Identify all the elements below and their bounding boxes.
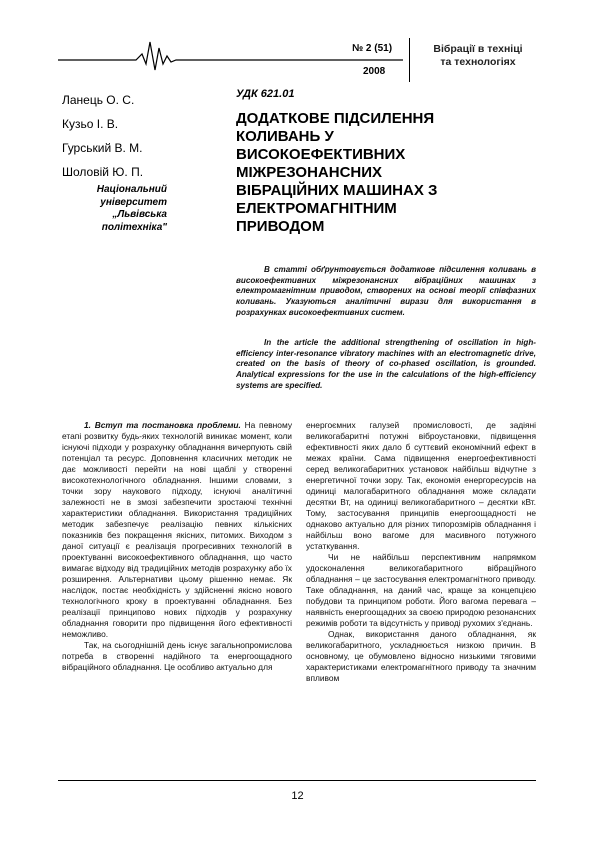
footer-rule	[58, 780, 536, 781]
paragraph: Однак, використання даного обладнання, як великогабаритного, ускладнюється низкою причин. В основному, це обумовлено відносно низькими тяговими характеристиками електромагнітного приводу та значним впливом	[306, 629, 536, 683]
page-number: 12	[291, 790, 304, 802]
title-line: КОЛИВАНЬ У	[236, 128, 334, 145]
body-column-left	[62, 420, 292, 673]
title-line: ДОДАТКОВЕ ПІДСИЛЕННЯ	[236, 110, 435, 127]
title-line: ВІБРАЦІЙНИХ МАШИНАХ З	[236, 182, 438, 199]
issue-year: 2008	[363, 66, 386, 77]
abstract-english: In the article the additional strengthening of oscillation in high-efficiency inter-resonance vibratory machines with an electromagnetic drive, created on the basis of theory of co-phased oscillation, is grounded. Analytical expressions for the use in the calculations of the high-efficiency systems are specified.	[236, 338, 536, 390]
institution	[62, 184, 167, 234]
journal-name-line1: Вібрації в техніці	[433, 43, 523, 55]
institution-line: університет	[100, 196, 167, 208]
paragraph: Чи не найбільш перспективним напрямком удосконалення великогабаритного вібраційного обладнання – це застосування електромагнітного приводу. Таке обладнання, на даний час, краще за концепцією побудови та принципом роботи. Його вагома перевага – наявність енергоощадних за своєю природою резонансних режимів роботи та відсутність у приводі рухомих з'єднань.	[306, 552, 536, 628]
author-list	[62, 88, 143, 184]
author: Ланець О. С.	[62, 93, 135, 107]
title-line: МІЖРЕЗОНАНСНИХ	[236, 164, 383, 181]
author: Шоловій Ю. П.	[62, 165, 144, 179]
paragraph: енергоємних галузей промисловості, де задіяні великогабаритні потужні віброустановки, підвищення ефективності яких дало б суттєвий економічний ефект в межах країни. Сама підвищення енергоефективності серед великогабаритних установок найбільш відчутне з енергетичної точки зору. Так, економія енергоресурсів на одиниці малогабаритного обладнання може складати десятки Вт, на одиниці великогабаритного – десятки кВт. Тому, застосування принципів енергоощадності не однаково актуально для різних типорозмірів обладнання і найбільш воно вагоме для масивного потужного устаткування.	[306, 420, 536, 551]
title-line: ВИСОКОЕФЕКТИВНИХ	[236, 146, 406, 163]
paragraph-text: На певному етапі розвитку будь-яких технологій виникає момент, коли існуючі підходи у розрахунку обладнання вичерпують свій потенціал та ресурс. Доповнення класичних методик не дає можливості перейти на нові щаблі у створенні високотехнологічного обладнання. Іншими словами, з точки зору наукового підходу, існуючі аналітичні залежності не в змозі забезпечити зростаючі технічні характеристики обладнання. Використання традиційних методик забезпечує реалізацію певних кількісних показників без покращення якісних, питомих. Виходом з даної ситуації є реалізація прогресивних технологій в проектуванні високоефективного обладнання, що часто вимагає відходу від традиційних методів розрахунку або їх розширення. Альтернативи цьому рішенню немає. Як наслідок, постає необхідність у здійсненні якісно нового технологічного кроку в проектуванні обладнання. Без реалізації принципово нових підходів у розрахунку обладнання говорити про підвищення його ефективності неможливо.	[62, 420, 293, 639]
abstract-ukrainian: В статті обґрунтовується додаткове підсилення коливань в високоефективних міжрезонансних вібраційних машинах з електромагнітним приводом, створених на основі теорії співфазних коливань. Указуються аналітичні вирази для використання в розрахунках високоефективних систем.	[236, 265, 536, 317]
title-line: ПРИВОДОМ	[236, 218, 325, 235]
title-line: ЕЛЕКТРОМАГНІТНИМ	[236, 200, 397, 217]
paragraph	[62, 420, 292, 640]
journal-name-line2: та технологіях	[440, 56, 516, 68]
body-column-right	[306, 420, 536, 684]
issue-number: № 2 (51)	[352, 43, 393, 54]
institution-line: Національний	[96, 184, 167, 195]
header-divider	[409, 38, 410, 82]
author: Кузьо І. В.	[62, 117, 119, 131]
author: Гурський В. М.	[62, 141, 143, 155]
udk-code: УДК 621.01	[236, 88, 295, 100]
paragraph: Так, на сьогоднішній день існує загальнопромислова потреба в створенні надійного та енергоощадного вібраційного обладнання. Це особливо актуально для	[62, 640, 292, 672]
institution-line: „Львівська	[112, 209, 167, 220]
vibration-wave-logo	[58, 34, 403, 74]
section-heading: 1. Вступ та постановка проблеми.	[84, 420, 241, 430]
institution-line: політехніка"	[101, 221, 167, 233]
paper-title	[236, 110, 536, 236]
journal-name	[418, 43, 538, 69]
